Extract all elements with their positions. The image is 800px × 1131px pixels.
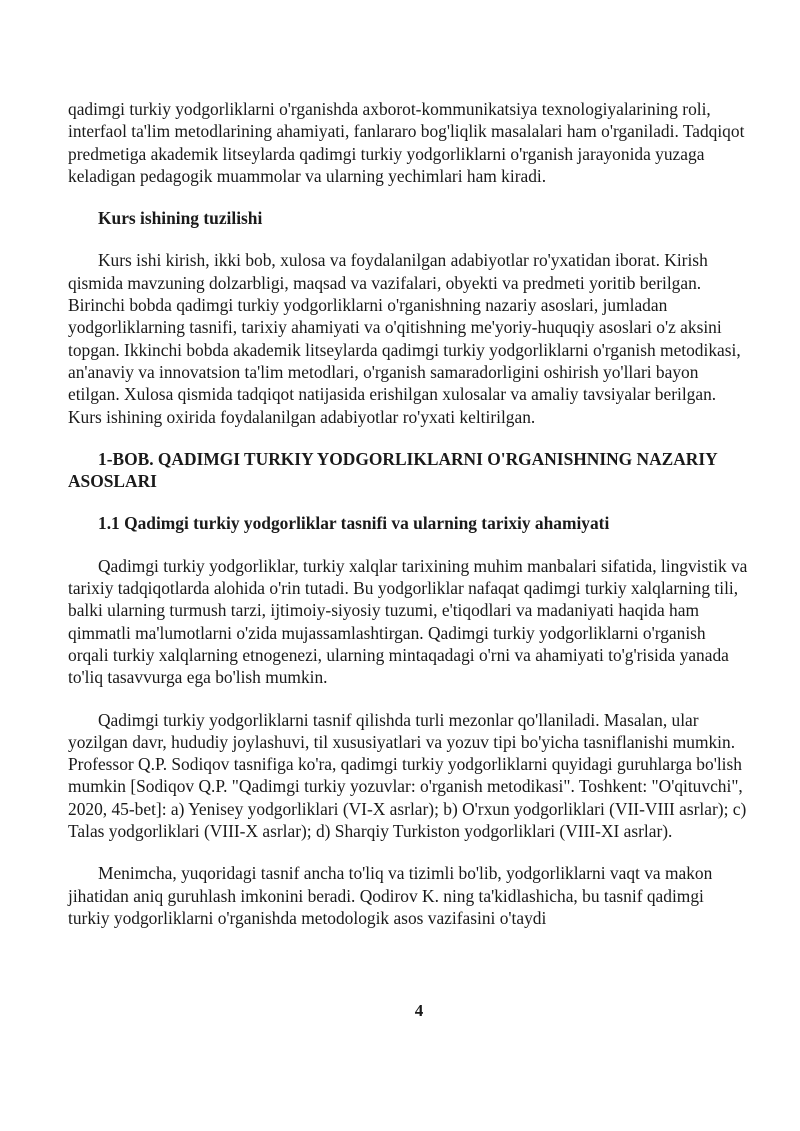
subsection-heading: 1.1 Qadimgi turkiy yodgorliklar tasnifi va ularning tarixiy ahamiyati [98, 513, 610, 534]
paragraph-opinion: Menimcha, yuqoridagi tasnif ancha to'liq va tizimli bo'lib, yodgorliklarni vaqt va makon jihatidan aniq guruhlash imkonini beradi. Qodirov K. ning ta'kidlashicha, bu tasnif qadimgi turkiy yodgorliklarni o'rganishda metodologik asos vazifasini o'taydi [68, 863, 713, 928]
document-page [68, 98, 748, 929]
chapter-title: 1-BOB. QADIMGI TURKIY YODGORLIKLARNI O'RGANISHNING NAZARIY ASOSLARI [68, 448, 718, 492]
section-heading-structure: Kurs ishining tuzilishi [98, 208, 263, 229]
paragraph-continuation: qadimgi turkiy yodgorliklarni o'rganishda axborot-kommunikatsiya texnologiyalarining roli, interfaol ta'lim metodlarining ahamiyati, fanlararo bog'liqlik masalalari ham o'rganiladi. Tadqiqot predmetiga akademik litseylarda qadimgi turkiy yodgorliklarni o'rganish jarayonida yuzaga keladigan pedagogik muammolar va ularning yechimlari ham kiradi. [68, 99, 745, 186]
page-number: 4 [414, 1001, 424, 1020]
paragraph-significance: Qadimgi turkiy yodgorliklar, turkiy xalqlar tarixining muhim manbalari sifatida, lingvistik va tarixiy tadqiqotlarda alohida o'rin tutadi. Bu yodgorliklar nafaqat qadimgi turkiy xalqlarning tili, balki ularning turmush tarzi, ijtimoiy-siyosiy tuzumi, e'tiqodlari va madaniyati haqida ham qimmatli ma'lumotlarni o'zida mujassamlashtirgan. Qadimgi turkiy yodgorliklarni o'rganish orqali turkiy xalqlarning etnogenezi, ularning mintaqadagi o'rni va ahamiyati to'g'risida yanada to'liq tasavvurga ega bo'lish mumkin. [68, 555, 748, 688]
paragraph-classification: Qadimgi turkiy yodgorliklarni tasnif qilishda turli mezonlar qo'llaniladi. Masalan, ular yozilgan davr, hududiy joylashuvi, til xususiyatlari va yozuv tipi bo'yicha tasniflanishi mumkin. Professor Q.P. Sodiqov tasnifiga ko'ra, qadimgi turkiy yodgorliklarni quyidagi guruhlarga bo'lish mumkin [Sodiqov Q.P. "Qadimgi turkiy yozuvlar: o'rganish metodikasi". Toshkent: "O'qituvchi", 2020, 45-bet]: a) Yenisey yodgorliklari (VI-X asrlar); b) O'rxun yodgorliklari (VII-VIII asrlar); c) Talas yodgorliklari (VIII-X asrlar); d) Sharqiy Turkiston yodgorliklari (VIII-XI asrlar). [68, 709, 747, 842]
paragraph-structure: Kurs ishi kirish, ikki bob, xulosa va foydalanilgan adabiyotlar ro'yxatidan iborat. Kirish qismida mavzuning dolzarbligi, maqsad va vazifalari, obyekti va predmeti yoritib berilgan. Birinchi bobda qadimgi turkiy yodgorliklarni o'rganishning nazariy asoslari, jumladan yodgorliklarning tasnifi, tarixiy ahamiyati va o'qitishning me'yoriy-huquqiy asoslari o'z aksini topgan. Ikkinchi bobda akademik litseylarda qadimgi turkiy yodgorliklarni o'rganish metodikasi, an'anaviy va innovatsion ta'lim metodlari, o'rganish samaradorligini oshirish yo'llari bayon etilgan. Xulosa qismida tadqiqot natijasida erishilgan xulosalar va amaliy tavsiyalar berilgan. Kurs ishining oxirida foydalanilgan adabiyotlar ro'yxati keltirilgan. [68, 250, 741, 427]
